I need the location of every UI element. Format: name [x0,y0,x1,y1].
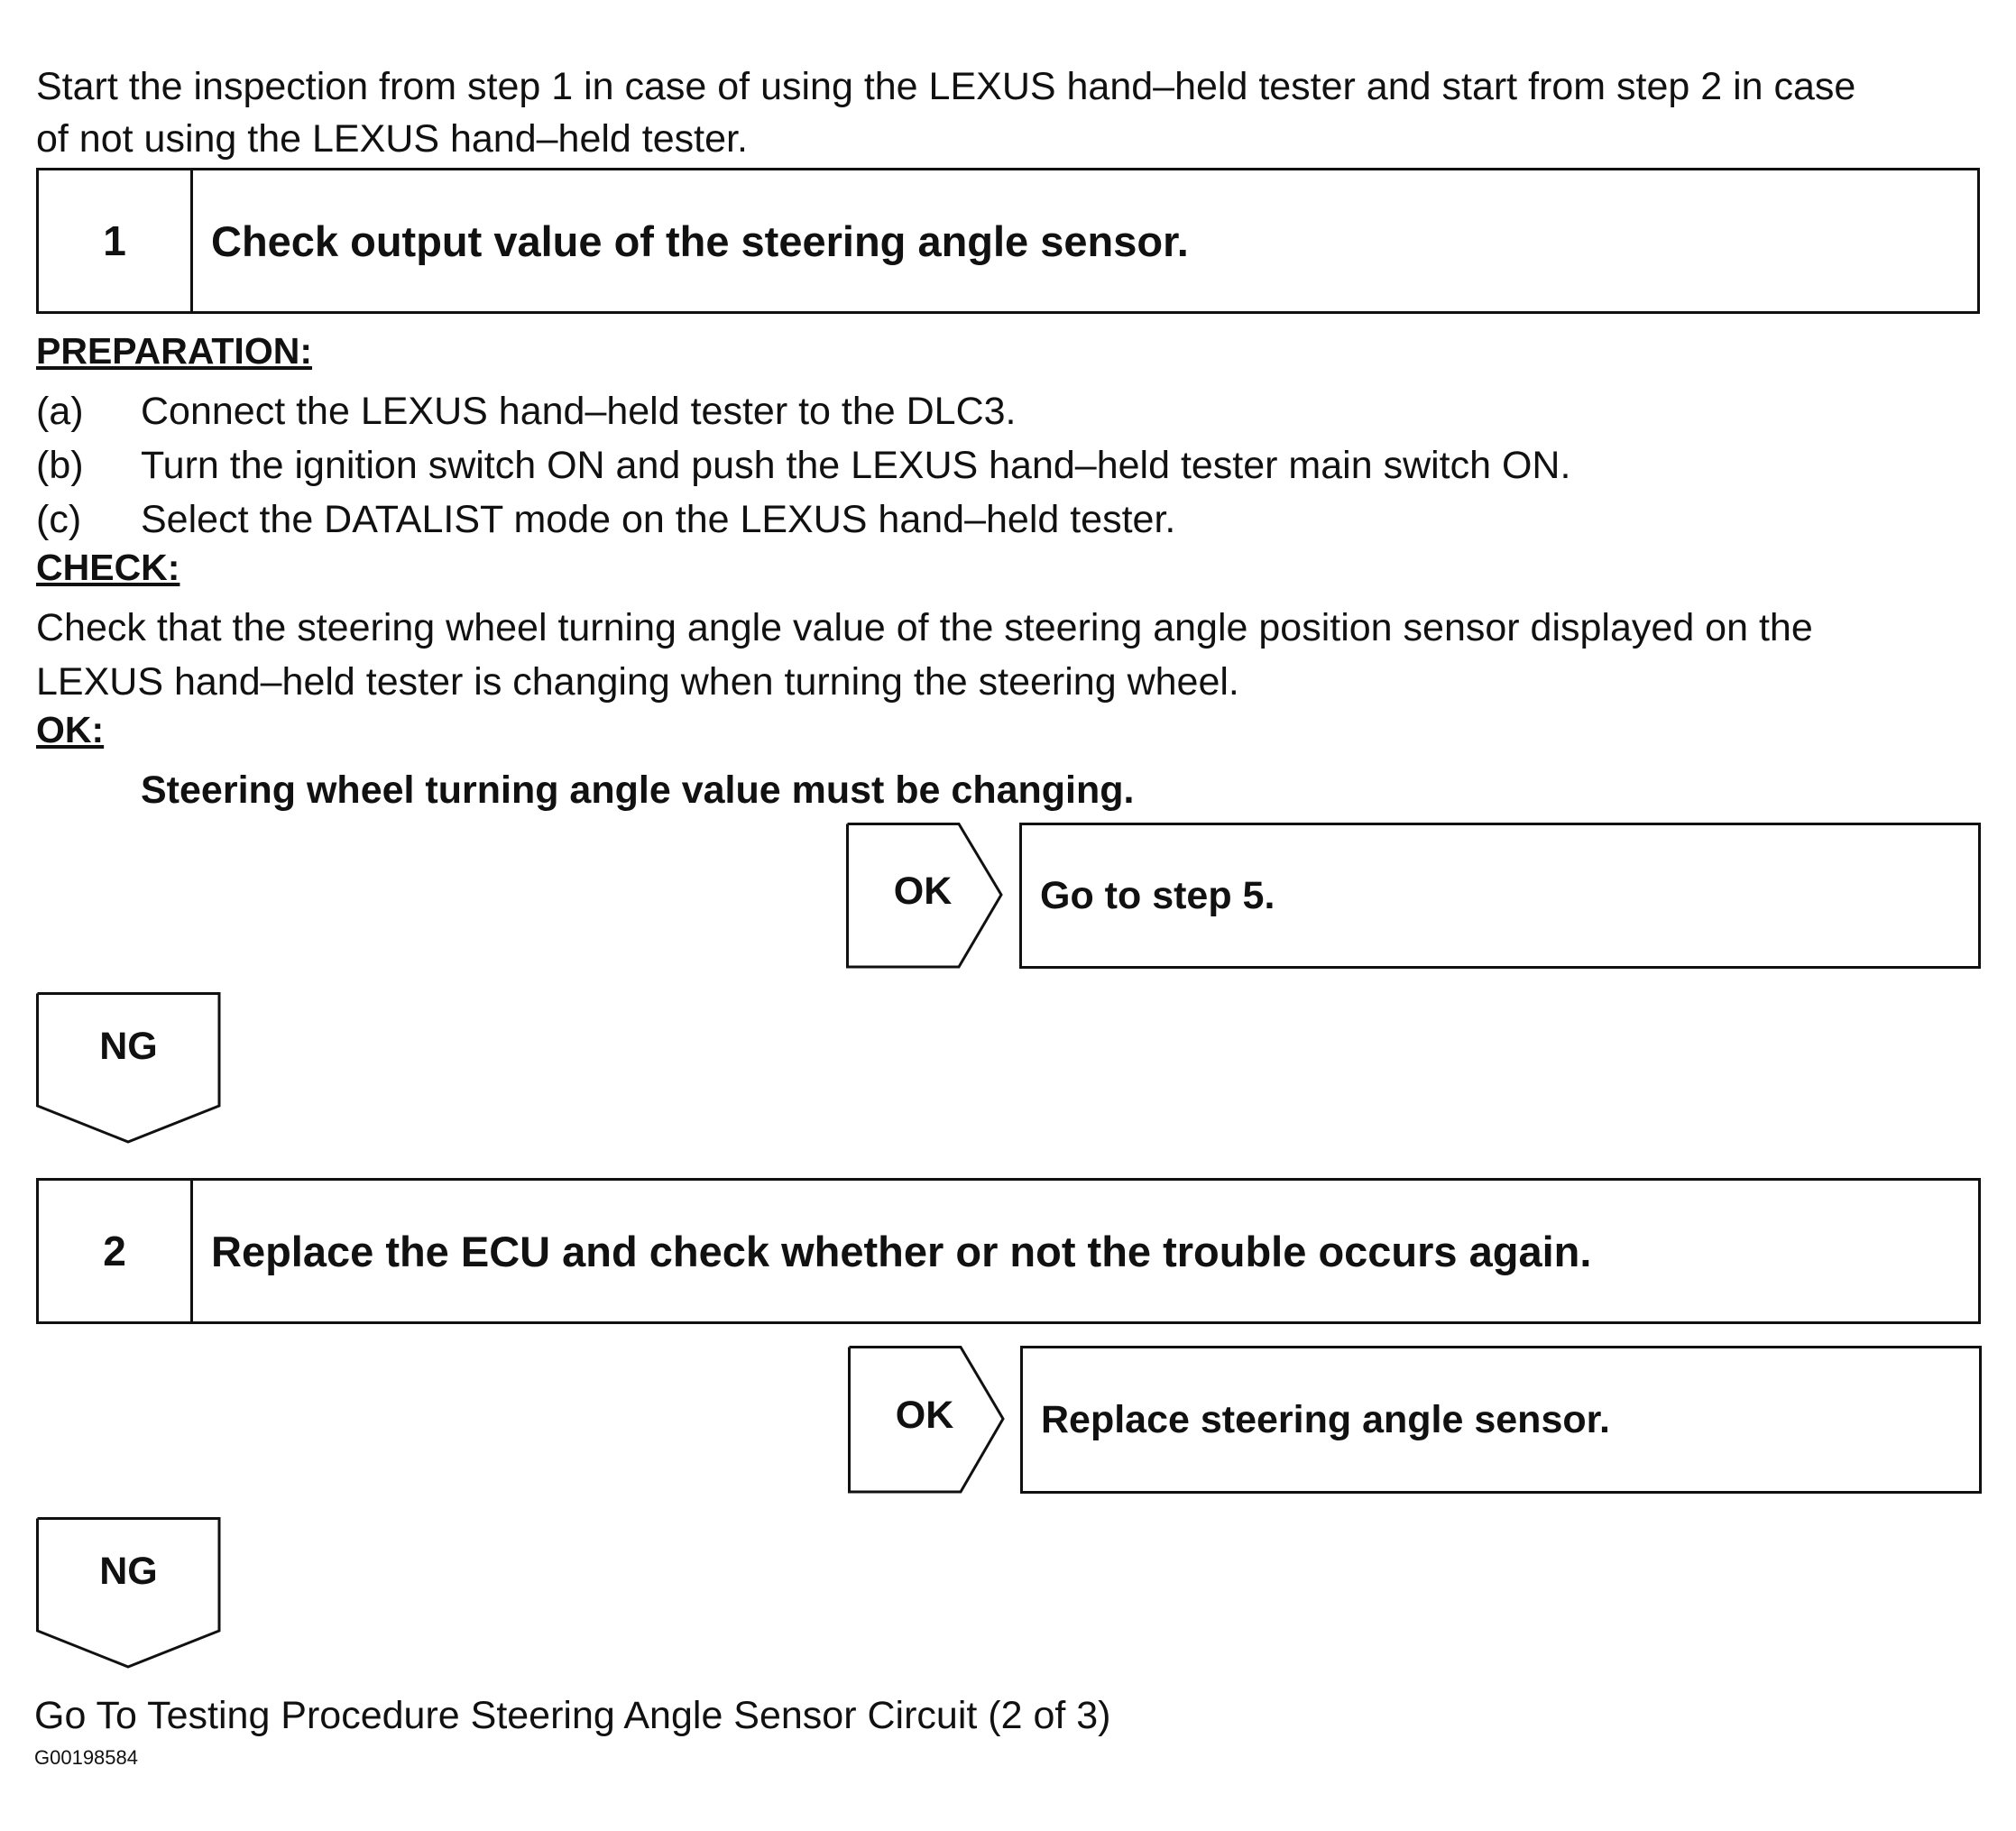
figure-id: G00198584 [34,1746,138,1769]
step-2-header [36,1178,1981,1324]
prep-c-label: (c) [36,498,82,541]
step-number: 1 [39,170,193,311]
step-number: 2 [39,1181,193,1321]
prep-b-text: Turn the ignition switch ON and push the LEXUS hand–held tester main switch ON. [141,444,1571,487]
ok-result-box: Go to step 5. [1019,823,1981,969]
intro-line-1: Start the inspection from step 1 in case of using the LEXUS hand–held tester and start from step 2 in case [36,65,1856,108]
ok-heading: OK: [36,709,105,750]
next-procedure-link[interactable]: Go To Testing Procedure Steering Angle Sensor Circuit (2 of 3) [34,1694,1111,1737]
ok-result-box: Replace steering angle sensor. [1020,1346,1982,1494]
check-heading: CHECK: [36,547,180,588]
step-title: Replace the ECU and check whether or not the trouble occurs again. [211,1227,1592,1275]
ok-label: OK [893,869,953,913]
intro-line-2: of not using the LEXUS hand–held tester. [36,117,748,161]
prep-c-text: Select the DATALIST mode on the LEXUS hand–held tester. [141,498,1176,541]
preparation-heading: PREPARATION: [36,330,312,372]
step-title: Check output value of the steering angle sensor. [211,216,1189,265]
step-1-header [36,168,1980,314]
check-line-1: Check that the steering wheel turning angle value of the steering angle position sensor displayed on the [36,606,1813,649]
ng-label: NG [99,1550,158,1593]
prep-b-label: (b) [36,444,84,487]
prep-a-label: (a) [36,390,84,433]
check-line-2: LEXUS hand–held tester is changing when turning the steering wheel. [36,660,1239,704]
ok-spec: Steering wheel turning angle value must be changing. [141,768,1135,812]
ok-label: OK [895,1394,954,1437]
ng-label: NG [99,1025,158,1068]
prep-a-text: Connect the LEXUS hand–held tester to the DLC3. [141,390,1017,433]
